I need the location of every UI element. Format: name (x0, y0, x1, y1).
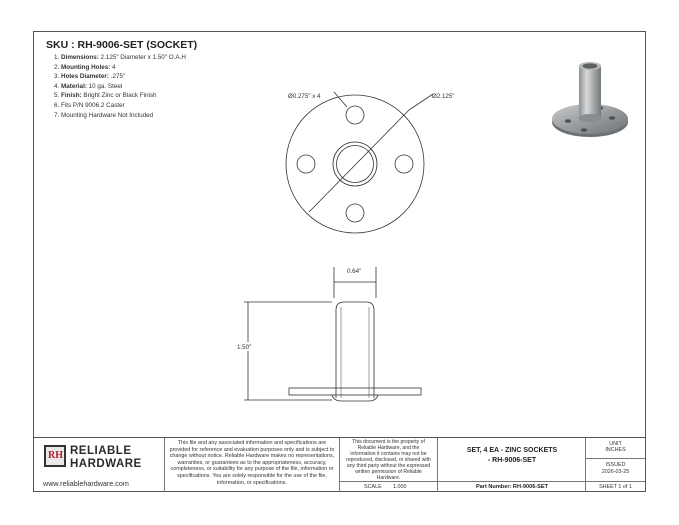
sheet-number: SHEET 1 of 1 (599, 484, 632, 490)
hole-leader (334, 92, 347, 107)
issued-value: 2026-03-25 (601, 469, 630, 475)
socket-inner (337, 146, 374, 183)
part-number: Part Number: RH-9006-SET (475, 484, 549, 490)
dia-leader (409, 94, 433, 110)
title-cell (438, 438, 586, 492)
sku-title: SKU : RH-9006-SET (SOCKET) (46, 39, 198, 51)
info-cell (586, 438, 645, 492)
mount-hole (395, 155, 413, 173)
spec-value: Bright Zinc or Black Finish (81, 92, 157, 100)
mount-hole (297, 155, 315, 173)
height-callout: 1.50" (237, 344, 252, 351)
socket-bottom (332, 395, 378, 401)
spec-value: Mounting Hardware Not Included (61, 111, 154, 119)
flange-section (289, 388, 421, 395)
website-link[interactable]: www.reliablehardware.com (43, 479, 129, 488)
outer-dia-callout: Ø2.125" (432, 93, 455, 100)
spec-num: 2. (54, 63, 60, 71)
scale-label: SCALE (364, 484, 382, 490)
top-view (286, 92, 433, 233)
dia-leader (309, 110, 409, 212)
disclaimer: This file and any associated information and specifications are provided for reference and evaluation purposes only and is subject to change without notice. Reliable Hardware makes no representations, warranties, or guarantees as to the appropriateness, accuracy, completeness, or suitability for any purpose of the file, information or specifications. You are solely responsible for the use of the file, information, or specifications. (165, 438, 340, 492)
spec-num: 4. (54, 82, 60, 90)
spec-num: 6. (54, 101, 60, 109)
drawing-title-1: SET, 4 EA - ZINC SOCKETS (466, 447, 558, 454)
spec-value: 4 (110, 63, 116, 71)
mount-hole (346, 204, 364, 222)
spec-num: 7. (54, 111, 60, 119)
drawing-title-2: - RH-9006-SET (487, 457, 537, 464)
spec-label: Holes Diameter: (61, 73, 109, 81)
unit-label: UNIT (609, 441, 622, 447)
spec-value: .275" (108, 73, 126, 81)
spec-value: 2.125" Diameter x 1.50" O.A.H (98, 54, 186, 61)
spec-label: Mounting Holes: (61, 63, 111, 71)
brand-line-2: HARDWARE (70, 458, 142, 470)
spec-value: Fits P/N 9006.2 Caster (61, 101, 125, 109)
side-view (244, 267, 421, 401)
logo-cell (34, 438, 165, 492)
property-cell (340, 438, 438, 492)
technical-drawing (34, 32, 645, 437)
spec-num: 1. (54, 54, 60, 61)
spec-value: 10 ga. Steel (86, 82, 123, 90)
hole-callout: Ø0.275" x 4 (288, 93, 321, 100)
spec-num: 3. (54, 73, 60, 81)
title-block (34, 437, 645, 493)
width-callout: 0.64" (347, 268, 362, 275)
scale-value: 1.000 (393, 484, 407, 490)
socket-outer (333, 142, 377, 186)
spec-label: Material: (61, 82, 87, 90)
spec-num: 5. (54, 92, 60, 100)
spec-label: Finish: (61, 92, 82, 100)
drawing-sheet (33, 31, 646, 492)
rh-logo-mark: RH (44, 445, 66, 467)
socket-tube-outline (336, 302, 374, 398)
issued-label: ISSUED (605, 462, 626, 468)
spec-label: Dimensions: (61, 54, 99, 61)
mount-hole (346, 106, 364, 124)
unit-value: INCHES (605, 447, 626, 453)
brand-line-1: RELIABLE (70, 445, 132, 457)
property-notice: This document is the property of Reliable Hardware, and the information it contains may not be reproduced, disclosed, or shared with any third party without the expressed written permission of Reliable Hardware. (346, 439, 431, 481)
